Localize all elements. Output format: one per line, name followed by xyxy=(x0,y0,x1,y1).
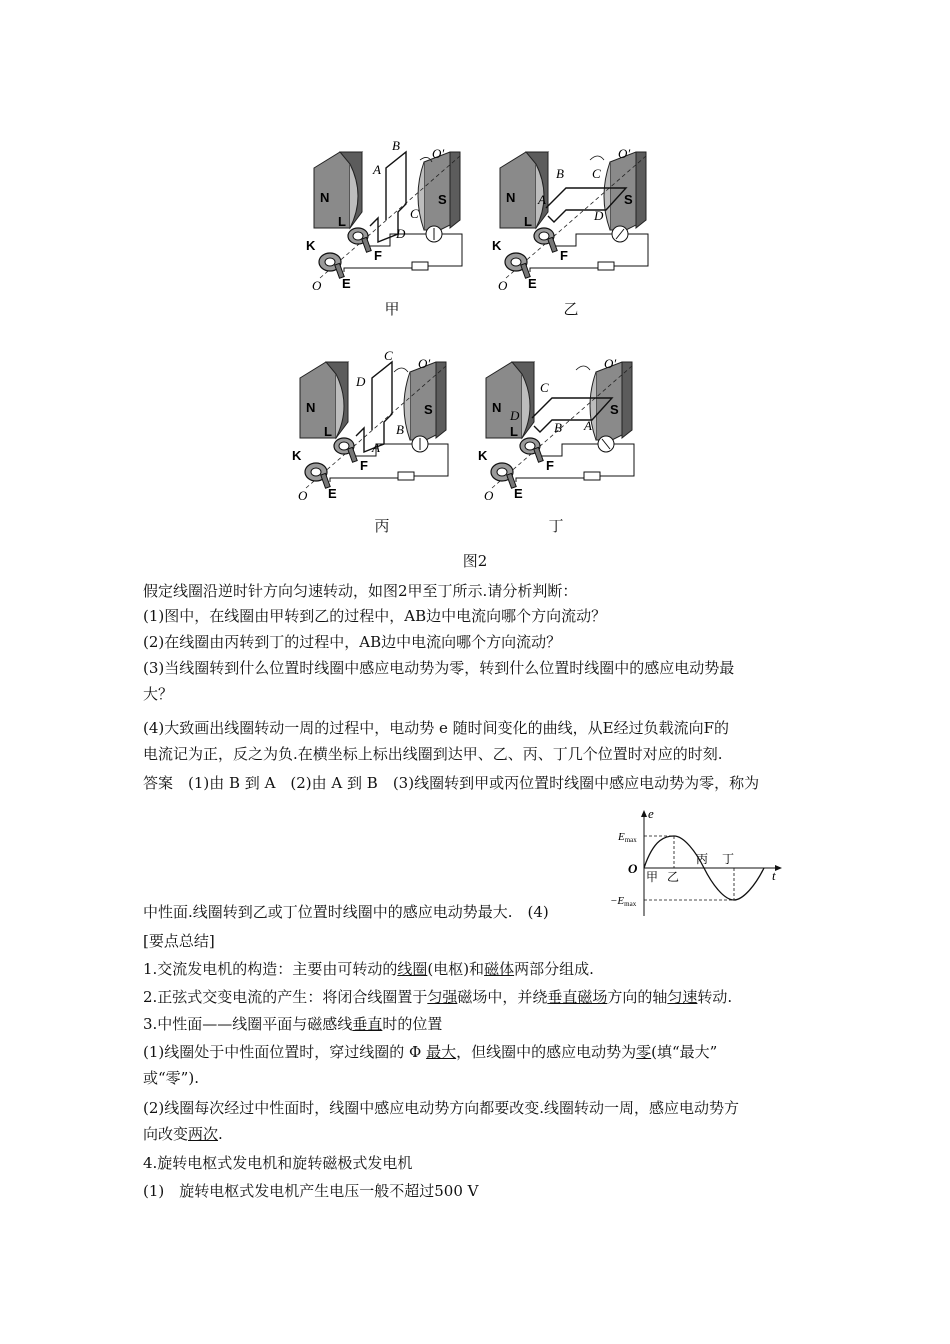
figure-jia xyxy=(300,138,480,298)
point-2: 2.正弦式交变电流的产生：将闭合线圈置于匀强磁场中，并绕垂直磁场方向的轴匀速转动. xyxy=(143,988,733,1006)
point-3-2-line2: 向改变两次. xyxy=(143,1125,223,1143)
label-a: A xyxy=(538,192,546,207)
label-a: A xyxy=(584,418,592,433)
generator-diagram-bing xyxy=(286,348,466,508)
label-b: B xyxy=(392,138,400,153)
label-l: L xyxy=(510,424,518,439)
label-n: N xyxy=(492,400,502,415)
point-3-1-line1: (1)线圈处于中性面位置时，穿过线圈的 Φ 最大，但线圈中的感应电动势为零(填“最大” xyxy=(143,1043,718,1061)
label-b: B xyxy=(554,420,562,435)
figure-yi xyxy=(486,138,666,298)
generator-diagram-yi xyxy=(486,138,666,298)
label-c: C xyxy=(384,348,393,363)
question-3-line1: (3)当线圈转到什么位置时线圈中感应电动势为零，转到什么位置时线圈中的感应电动势最 xyxy=(143,659,735,677)
point-3-1-line2: 或“零”). xyxy=(143,1069,199,1087)
neg-emax-label: −Emax xyxy=(610,895,637,908)
label-a: A xyxy=(372,440,380,455)
caption-ding: 丁 xyxy=(548,517,564,535)
label-l: L xyxy=(324,424,332,439)
label-d: D xyxy=(356,374,366,389)
label-l: L xyxy=(338,214,346,229)
figure-bing xyxy=(286,348,466,508)
label-f: F xyxy=(374,248,382,263)
origin-label: O xyxy=(628,861,638,876)
answer-line1: 答案 (1)由 B 到 A (2)由 A 到 B (3)线圈转到甲或丙位置时线圈中感应电动势为零，称为 xyxy=(143,774,760,792)
point-3: 3.中性面——线圈平面与磁感线垂直时的位置 xyxy=(143,1015,443,1033)
label-e: E xyxy=(328,486,337,501)
label-o: O xyxy=(498,278,508,293)
answer-line2: 中性面.线圈转到乙或丁位置时线圈中的感应电动势最大. (4) xyxy=(143,903,549,921)
question-3-line2: 大？ xyxy=(143,685,174,703)
label-oprime: O′ xyxy=(618,146,631,161)
label-k: K xyxy=(292,448,302,463)
label-l: L xyxy=(524,214,532,229)
caption-bing: 丙 xyxy=(374,517,390,535)
generator-diagram-ding xyxy=(472,348,652,508)
label-k: K xyxy=(492,238,502,253)
tick-jia: 甲 xyxy=(646,870,659,884)
figure-ding xyxy=(472,348,652,508)
point-3-2-line1: (2)线圈每次经过中性面时，线圈中感应电动势方向都要改变.线圈转动一周，感应电动势方 xyxy=(143,1099,740,1117)
label-s: S xyxy=(624,192,633,207)
label-d: D xyxy=(396,226,406,241)
label-s: S xyxy=(438,192,447,207)
tick-bing: 丙 xyxy=(696,852,709,866)
label-oprime: O′ xyxy=(432,146,445,161)
label-n: N xyxy=(506,190,516,205)
tick-ding: 丁 xyxy=(722,852,735,866)
question-4-line1: (4)大致画出线圈转动一周的过程中，电动势 e 随时间变化的曲线，从E经过负载流向F的 xyxy=(143,719,730,737)
label-a: A xyxy=(373,162,381,177)
label-s: S xyxy=(610,402,619,417)
label-e: E xyxy=(528,276,537,291)
label-c: C xyxy=(410,206,419,221)
label-e: E xyxy=(342,276,351,291)
label-e: E xyxy=(514,486,523,501)
caption-jia: 甲 xyxy=(384,300,400,318)
label-o: O xyxy=(298,488,308,503)
label-f: F xyxy=(546,458,554,473)
axis-t-label: t xyxy=(772,868,776,883)
generator-diagram-jia xyxy=(300,138,480,298)
label-o: O xyxy=(312,278,322,293)
question-1: (1)图中，在线圈由甲转到乙的过程中，AB边中电流向哪个方向流动？ xyxy=(143,607,607,625)
label-b: B xyxy=(556,166,564,181)
label-oprime: O′ xyxy=(604,356,617,371)
label-n: N xyxy=(320,190,330,205)
intro-text: 假定线圈沿逆时针方向匀速转动，如图2甲至丁所示.请分析判断： xyxy=(143,582,578,600)
tick-yi: 乙 xyxy=(667,870,680,884)
label-o: O xyxy=(484,488,494,503)
question-2: (2)在线圈由丙转到丁的过程中，AB边中电流向哪个方向流动？ xyxy=(143,633,562,651)
label-c: C xyxy=(592,166,601,181)
caption-yi: 乙 xyxy=(563,300,579,318)
figure-title: 图2 xyxy=(462,552,488,570)
label-n: N xyxy=(306,400,316,415)
label-k: K xyxy=(306,238,316,253)
label-f: F xyxy=(560,248,568,263)
label-k: K xyxy=(478,448,488,463)
label-c: C xyxy=(540,380,549,395)
point-4-1: (1) 旋转电枢式发电机产生电压一般不超过500 V xyxy=(143,1182,479,1200)
axis-e-label: e xyxy=(648,808,654,821)
summary-title: [要点总结] xyxy=(143,932,215,950)
question-4-line2: 电流记为正，反之为负.在横坐标上标出线圈到达甲、乙、丙、丁几个位置时对应的时刻. xyxy=(143,745,723,763)
point-4: 4.旋转电枢式发电机和旋转磁极式发电机 xyxy=(143,1154,413,1172)
label-oprime: O′ xyxy=(418,356,431,371)
label-f: F xyxy=(360,458,368,473)
label-b: B xyxy=(396,422,404,437)
emax-label: Emax xyxy=(618,831,637,844)
label-d: D xyxy=(510,408,520,423)
label-d: D xyxy=(594,208,604,223)
label-s: S xyxy=(424,402,433,417)
point-1: 1.交流发电机的构造：主要由可转动的线圈(电枢)和磁体两部分组成. xyxy=(143,960,594,978)
